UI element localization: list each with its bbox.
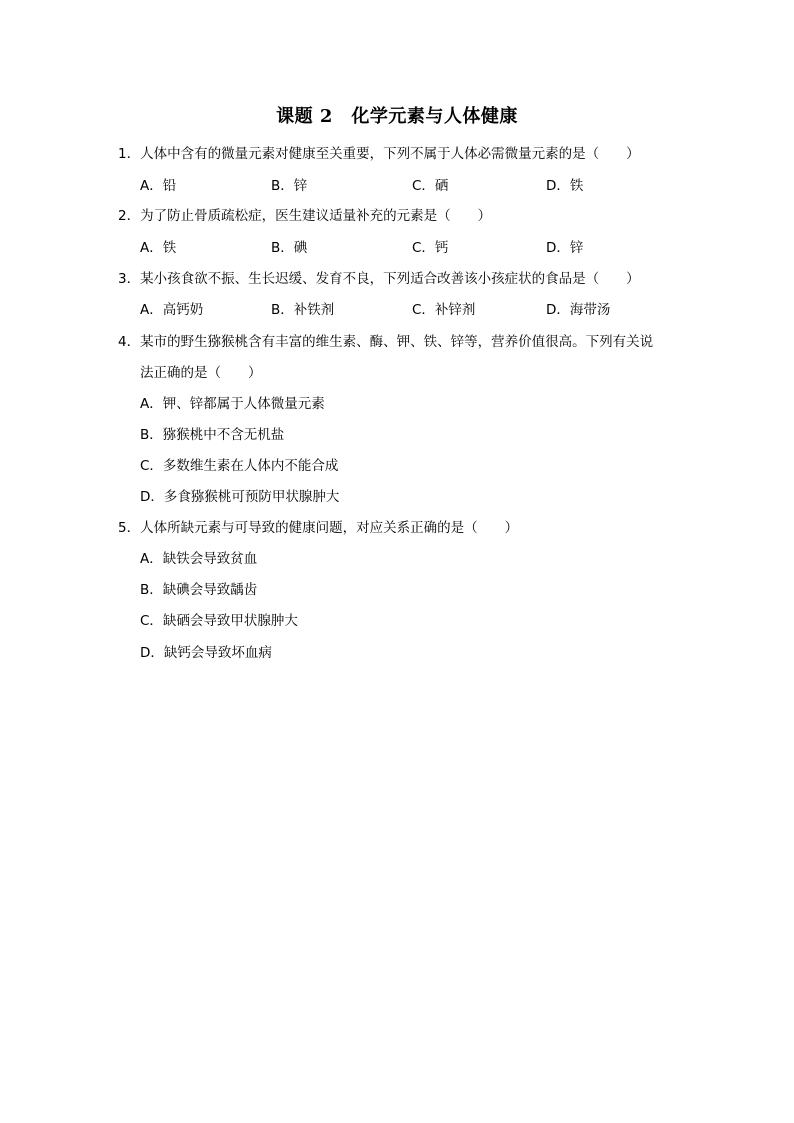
question-4-option-d: D．多食猕猴桃可预防甲状腺肿大 [140,489,340,505]
question-5-stem: 5．人体所缺元素与可导致的健康问题，对应关系正确的是（ ） [118,520,519,536]
question-5-option-a: A．缺铁会导致贫血 [140,551,258,567]
question-2-option-b: B．碘 [271,240,308,256]
question-3-options [140,300,700,320]
question-5-option-b: B．缺碘会导致龋齿 [140,582,258,598]
question-1-option-a: A．铅 [140,178,177,194]
question-4-option-a: A．钾、锌都属于人体微量元素 [140,396,325,412]
question-1-option-d: D．铁 [546,178,584,194]
question-2-options [140,238,700,258]
question-3-option-d: D．海带汤 [546,302,611,318]
question-2-stem: 2．为了防止骨质疏松症，医生建议适量补充的元素是（ ） [118,208,492,224]
question-2-option-d: D．锌 [546,240,584,256]
question-4-stem-line-1: 4．某市的野生猕猴桃含有丰富的维生素、酶、钾、铁、锌等，营养价值很高。下列有关说 [118,334,654,350]
question-2-option-c: C．钙 [412,240,449,256]
question-1-option-c: C．硒 [412,178,449,194]
question-5-option-c: C．缺硒会导致甲状腺肿大 [140,613,298,629]
question-3-stem: 3．某小孩食欲不振、生长迟缓、发育不良，下列适合改善该小孩症状的食品是（ ） [118,271,640,287]
question-3-option-a: A．高钙奶 [140,302,204,318]
question-3-option-b: B．补铁剂 [271,302,335,318]
question-1-options [140,176,700,196]
question-5-option-d: D．缺钙会导致坏血病 [140,645,272,661]
page-title: 课题 2 化学元素与人体健康 [276,106,518,127]
question-2-option-a: A．铁 [140,240,177,256]
question-4-option-c: C．多数维生素在人体内不能合成 [140,458,339,474]
question-1-option-b: B．锌 [271,178,308,194]
question-4-option-b: B．猕猴桃中不含无机盐 [140,427,285,443]
question-1-stem: 1．人体中含有的微量元素对健康至关重要，下列不属于人体必需微量元素的是（ ） [118,146,640,162]
question-4-stem-line-2: 法正确的是（ ） [140,365,262,381]
question-3-option-c: C．补锌剂 [412,302,476,318]
